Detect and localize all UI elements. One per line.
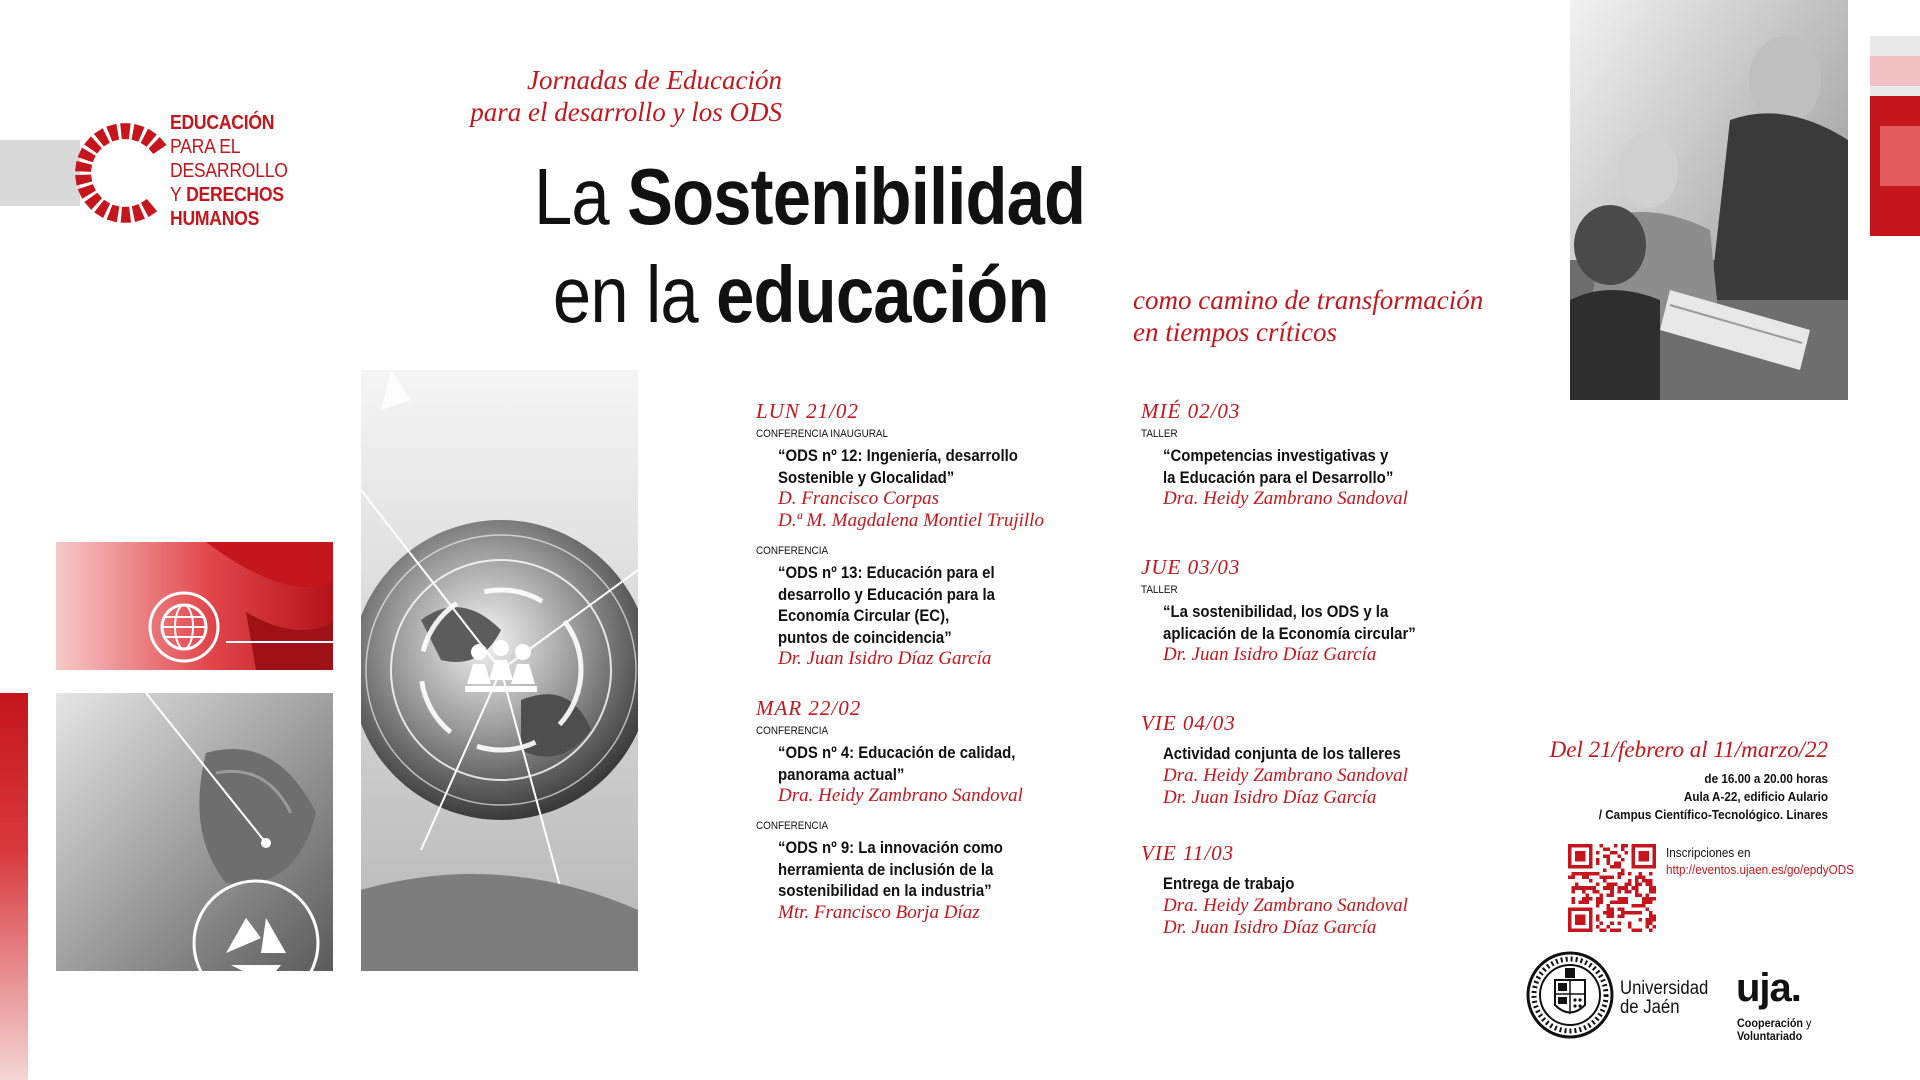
- session-title: [1163, 601, 1418, 644]
- event-info: [1583, 770, 1828, 824]
- title-l1-light: La: [534, 152, 609, 241]
- event-hours: de 16.00 a 20.00 horas: [1704, 771, 1828, 786]
- qr-code-icon[interactable]: [1568, 844, 1656, 932]
- title-l1-bold: Sostenibilidad: [627, 152, 1086, 241]
- ring-segment: [120, 123, 130, 139]
- day-mie: [1141, 399, 1453, 555]
- logo-gray-bar: [0, 140, 80, 206]
- event-series-subtitle: [392, 64, 782, 128]
- title-line: panorama actual”: [778, 764, 905, 784]
- session-kind: CONFERENCIA INAUGURAL: [756, 428, 889, 440]
- title-line: Sostenible y Glocalidad”: [778, 467, 955, 487]
- tagline-line-1: como camino de transformación: [1133, 285, 1484, 315]
- speaker: Dr. Juan Isidro Díaz García: [1163, 644, 1377, 665]
- speaker: D. Francisco Corpas: [778, 488, 939, 509]
- logo-line-3: DESARROLLO: [170, 160, 288, 182]
- session-title: [778, 742, 1033, 785]
- schedule-column-1: [756, 399, 1068, 940]
- title-line: “Competencias investigativas y: [1163, 446, 1389, 465]
- logo-line-4a: Y: [170, 184, 182, 206]
- speaker: Dra. Heidy Zambrano Sandoval: [1163, 764, 1408, 786]
- title-line: sostenibilidad en la industria”: [778, 881, 992, 900]
- title-line: la Educación para el Desarrollo”: [1163, 467, 1394, 487]
- logo-line-4b: DERECHOS: [186, 184, 284, 206]
- title-l2-light: en la: [552, 250, 698, 339]
- day-lun: [756, 399, 1068, 670]
- signup-info: [1666, 844, 1854, 878]
- red-photo-strip: [1870, 36, 1920, 236]
- speaker: D.ª M. Magdalena Montiel Trujillo: [778, 510, 1044, 531]
- ring-segment: [75, 161, 92, 172]
- ring-segment: [131, 124, 144, 142]
- title-line: “La sostenibilidad, los ODS y la: [1163, 602, 1389, 621]
- speaker: Mtr. Francisco Borja Díaz: [778, 901, 980, 923]
- tagline-line-2: en tiempos críticos: [1133, 317, 1337, 347]
- session-kind: CONFERENCIA: [756, 820, 829, 832]
- speakers: [778, 488, 1068, 532]
- day-label: MAR 22/02: [756, 696, 862, 720]
- page-title: [534, 148, 1085, 344]
- day-mar: [756, 696, 1068, 924]
- uja-sub-light: y: [1806, 1016, 1812, 1030]
- title-line: Economía Circular (EC),: [778, 606, 950, 625]
- session-kind: TALLER: [1141, 428, 1178, 440]
- title-line: puntos de coincidencia”: [778, 627, 952, 647]
- university-line-1: Universidad: [1620, 978, 1709, 999]
- day-label: JUE 03/03: [1141, 555, 1241, 579]
- uja-sub-bold: Cooperación: [1737, 1016, 1804, 1030]
- speaker: Dra. Heidy Zambrano Sandoval: [1163, 488, 1408, 509]
- day-vie-1: [1141, 711, 1453, 841]
- uja-sub-line-2: Voluntariado: [1737, 1029, 1803, 1043]
- subtitle-line-1: Jornadas de Educación: [527, 65, 782, 95]
- event-campus: / Campus Científico-Tecnológico. Linares: [1598, 807, 1828, 822]
- speaker: Dr. Juan Isidro Díaz García: [778, 648, 992, 669]
- day-vie-2: [1141, 841, 1453, 939]
- schedule-column-2: [1141, 399, 1453, 939]
- uja-logo: uja.: [1736, 966, 1801, 1010]
- subtitle-line-2: para el desarrollo y los ODS: [470, 97, 782, 127]
- event-dates: Del 21/febrero al 11/marzo/22: [1549, 737, 1828, 762]
- uja-subtitle: [1737, 1017, 1811, 1043]
- session-title: [778, 837, 1033, 902]
- logo-line-1: EDUCACIÓN: [170, 112, 275, 134]
- session-title: Entrega de trabajo: [1163, 874, 1295, 893]
- ring-segment: [75, 174, 92, 185]
- title-line: herramienta de inclusión de la: [778, 859, 994, 879]
- event-room: Aula A-22, edificio Aulario: [1683, 789, 1828, 804]
- ring-segment: [107, 205, 120, 223]
- session-title: [778, 562, 1033, 648]
- session-title: [1163, 445, 1418, 488]
- tagline: [1133, 284, 1483, 348]
- ring-segment: [121, 207, 131, 223]
- ring-logo-icon: [72, 108, 178, 238]
- day-label: VIE 11/03: [1141, 841, 1235, 865]
- title-l2-bold: educación: [716, 250, 1049, 339]
- logo-line-2: PARA EL: [170, 136, 241, 158]
- day-label: LUN 21/02: [756, 399, 859, 423]
- day-label: VIE 04/03: [1141, 711, 1236, 735]
- university-line-2: de Jaén: [1620, 997, 1680, 1018]
- left-red-bar: [0, 693, 28, 1080]
- title-line: “ODS nº 12: Ingeniería, desarrollo: [778, 446, 1018, 465]
- logo-text: [170, 111, 288, 231]
- speaker: Dra. Heidy Zambrano Sandoval: [778, 785, 1023, 806]
- university-name: [1620, 979, 1708, 1017]
- ring-segment: [106, 124, 119, 142]
- session-title: Actividad conjunta de los talleres: [1163, 744, 1401, 763]
- red-image-card: [56, 542, 333, 670]
- ring-segment: [132, 204, 145, 222]
- title-line: aplicación de la Economía circular”: [1163, 623, 1416, 643]
- speaker: Dr. Juan Isidro Díaz García: [1163, 786, 1377, 808]
- logo-line-5: HUMANOS: [170, 208, 260, 230]
- session-kind: CONFERENCIA: [756, 545, 829, 557]
- day-label: MIÉ 02/03: [1141, 399, 1241, 423]
- speakers: [1163, 765, 1453, 809]
- title-line: “ODS nº 13: Educación para el: [778, 563, 995, 582]
- speakers: [1163, 895, 1453, 939]
- earth-hands-image: [361, 370, 638, 971]
- title-line: desarrollo y Educación para la: [778, 584, 996, 604]
- students-photo: [1570, 0, 1848, 400]
- signup-label: Inscripciones en: [1666, 845, 1751, 860]
- title-line: “ODS nº 9: La innovación como: [778, 838, 1003, 857]
- session-title: [778, 445, 1033, 488]
- signup-link[interactable]: http://eventos.ujaen.es/go/epdyODS: [1666, 862, 1854, 877]
- session-kind: CONFERENCIA: [756, 725, 829, 737]
- ring-segment: [141, 199, 157, 217]
- university-seal-icon: [1525, 950, 1615, 1040]
- title-line: “ODS nº 4: Educación de calidad,: [778, 743, 1016, 762]
- speaker: Dra. Heidy Zambrano Sandoval: [1163, 894, 1408, 916]
- session-kind: TALLER: [1141, 584, 1178, 596]
- speaker: Dr. Juan Isidro Díaz García: [1163, 916, 1377, 938]
- gray-image-card: [56, 693, 333, 971]
- day-jue: [1141, 555, 1453, 711]
